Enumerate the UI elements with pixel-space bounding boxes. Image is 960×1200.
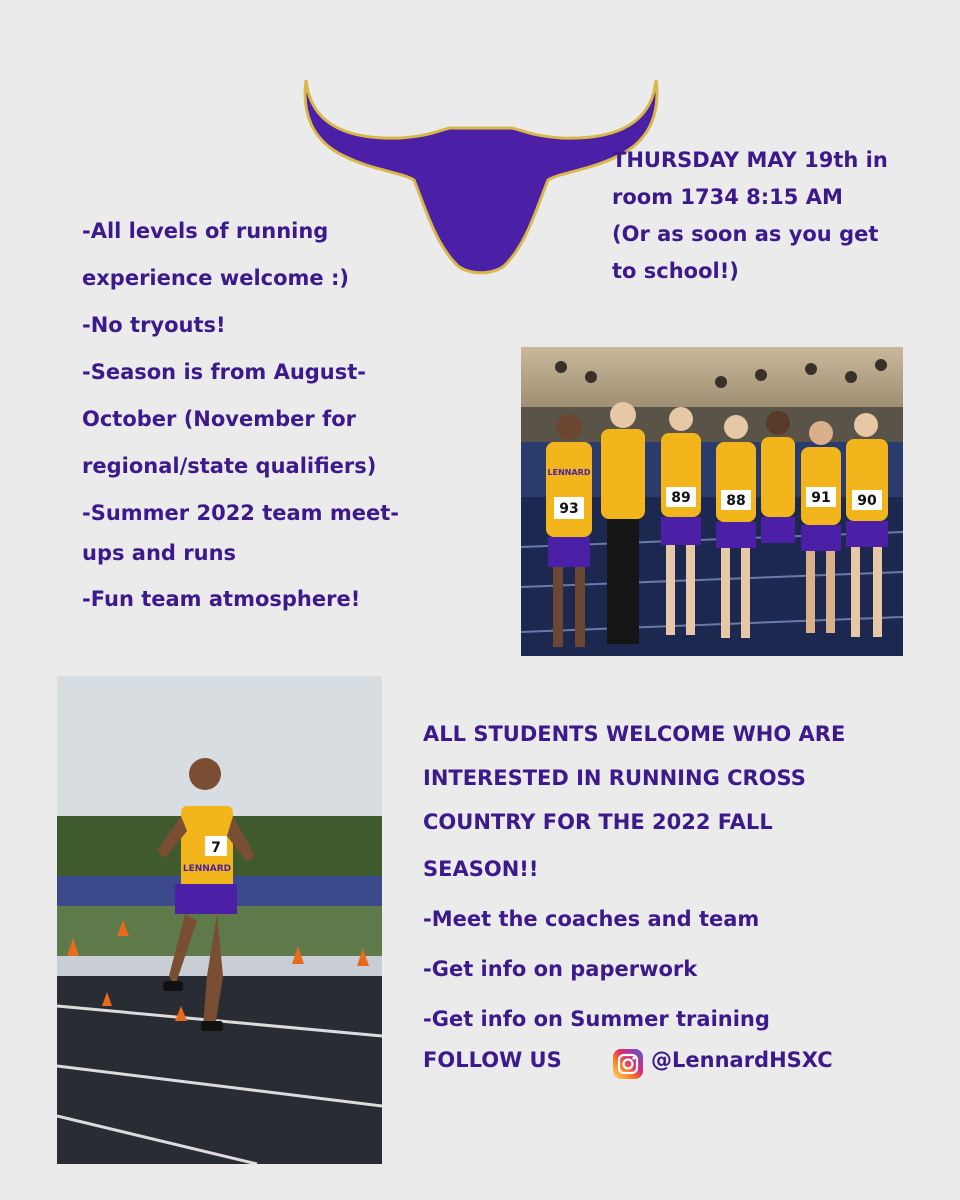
bib-number: 93 (559, 501, 579, 517)
team-photo (521, 347, 903, 656)
jersey-text: LENNARD (547, 468, 591, 477)
bib-number: 90 (857, 493, 877, 509)
meeting-info (612, 142, 932, 290)
list-item: -Season is from August- (82, 360, 367, 384)
runner-photo (57, 676, 382, 1164)
list-item: -Get info on paperwork (423, 957, 698, 981)
welcome-line: INTERESTED IN RUNNING CROSS (423, 766, 806, 790)
follow-label: FOLLOW US (423, 1048, 562, 1072)
list-item: -Get info on Summer training (423, 1007, 770, 1031)
follow-us (423, 1044, 903, 1084)
list-item: -Fun team atmosphere! (82, 587, 361, 611)
instagram-handle-link[interactable]: @LennardHSXC (651, 1048, 833, 1072)
list-item: -All levels of running (82, 219, 329, 243)
instagram-icon[interactable] (612, 1048, 644, 1080)
welcome-section (423, 712, 903, 1044)
list-item: regional/state qualifiers) (82, 454, 377, 478)
bib-number: 7 (211, 840, 221, 856)
welcome-line: COUNTRY FOR THE 2022 FALL (423, 810, 773, 834)
meeting-line: THURSDAY MAY 19th in (612, 148, 888, 172)
welcome-line: SEASON!! (423, 857, 539, 881)
bib-number: 88 (726, 493, 746, 509)
meeting-line: room 1734 8:15 AM (612, 185, 843, 209)
list-item: October (November for (82, 407, 356, 431)
list-item: ups and runs (82, 541, 237, 565)
list-item: experience welcome :) (82, 266, 349, 290)
jersey-text: LENNARD (182, 864, 232, 874)
meeting-line: to school!) (612, 259, 739, 283)
list-item: -Summer 2022 team meet- (82, 501, 399, 525)
welcome-line: ALL STUDENTS WELCOME WHO ARE (423, 722, 846, 746)
meeting-line: (Or as soon as you get (612, 222, 879, 246)
bib-number: 91 (811, 490, 831, 506)
program-highlights-list (82, 208, 422, 623)
list-item: -No tryouts! (82, 313, 226, 337)
list-item: -Meet the coaches and team (423, 907, 760, 931)
bib-number: 89 (671, 490, 691, 506)
